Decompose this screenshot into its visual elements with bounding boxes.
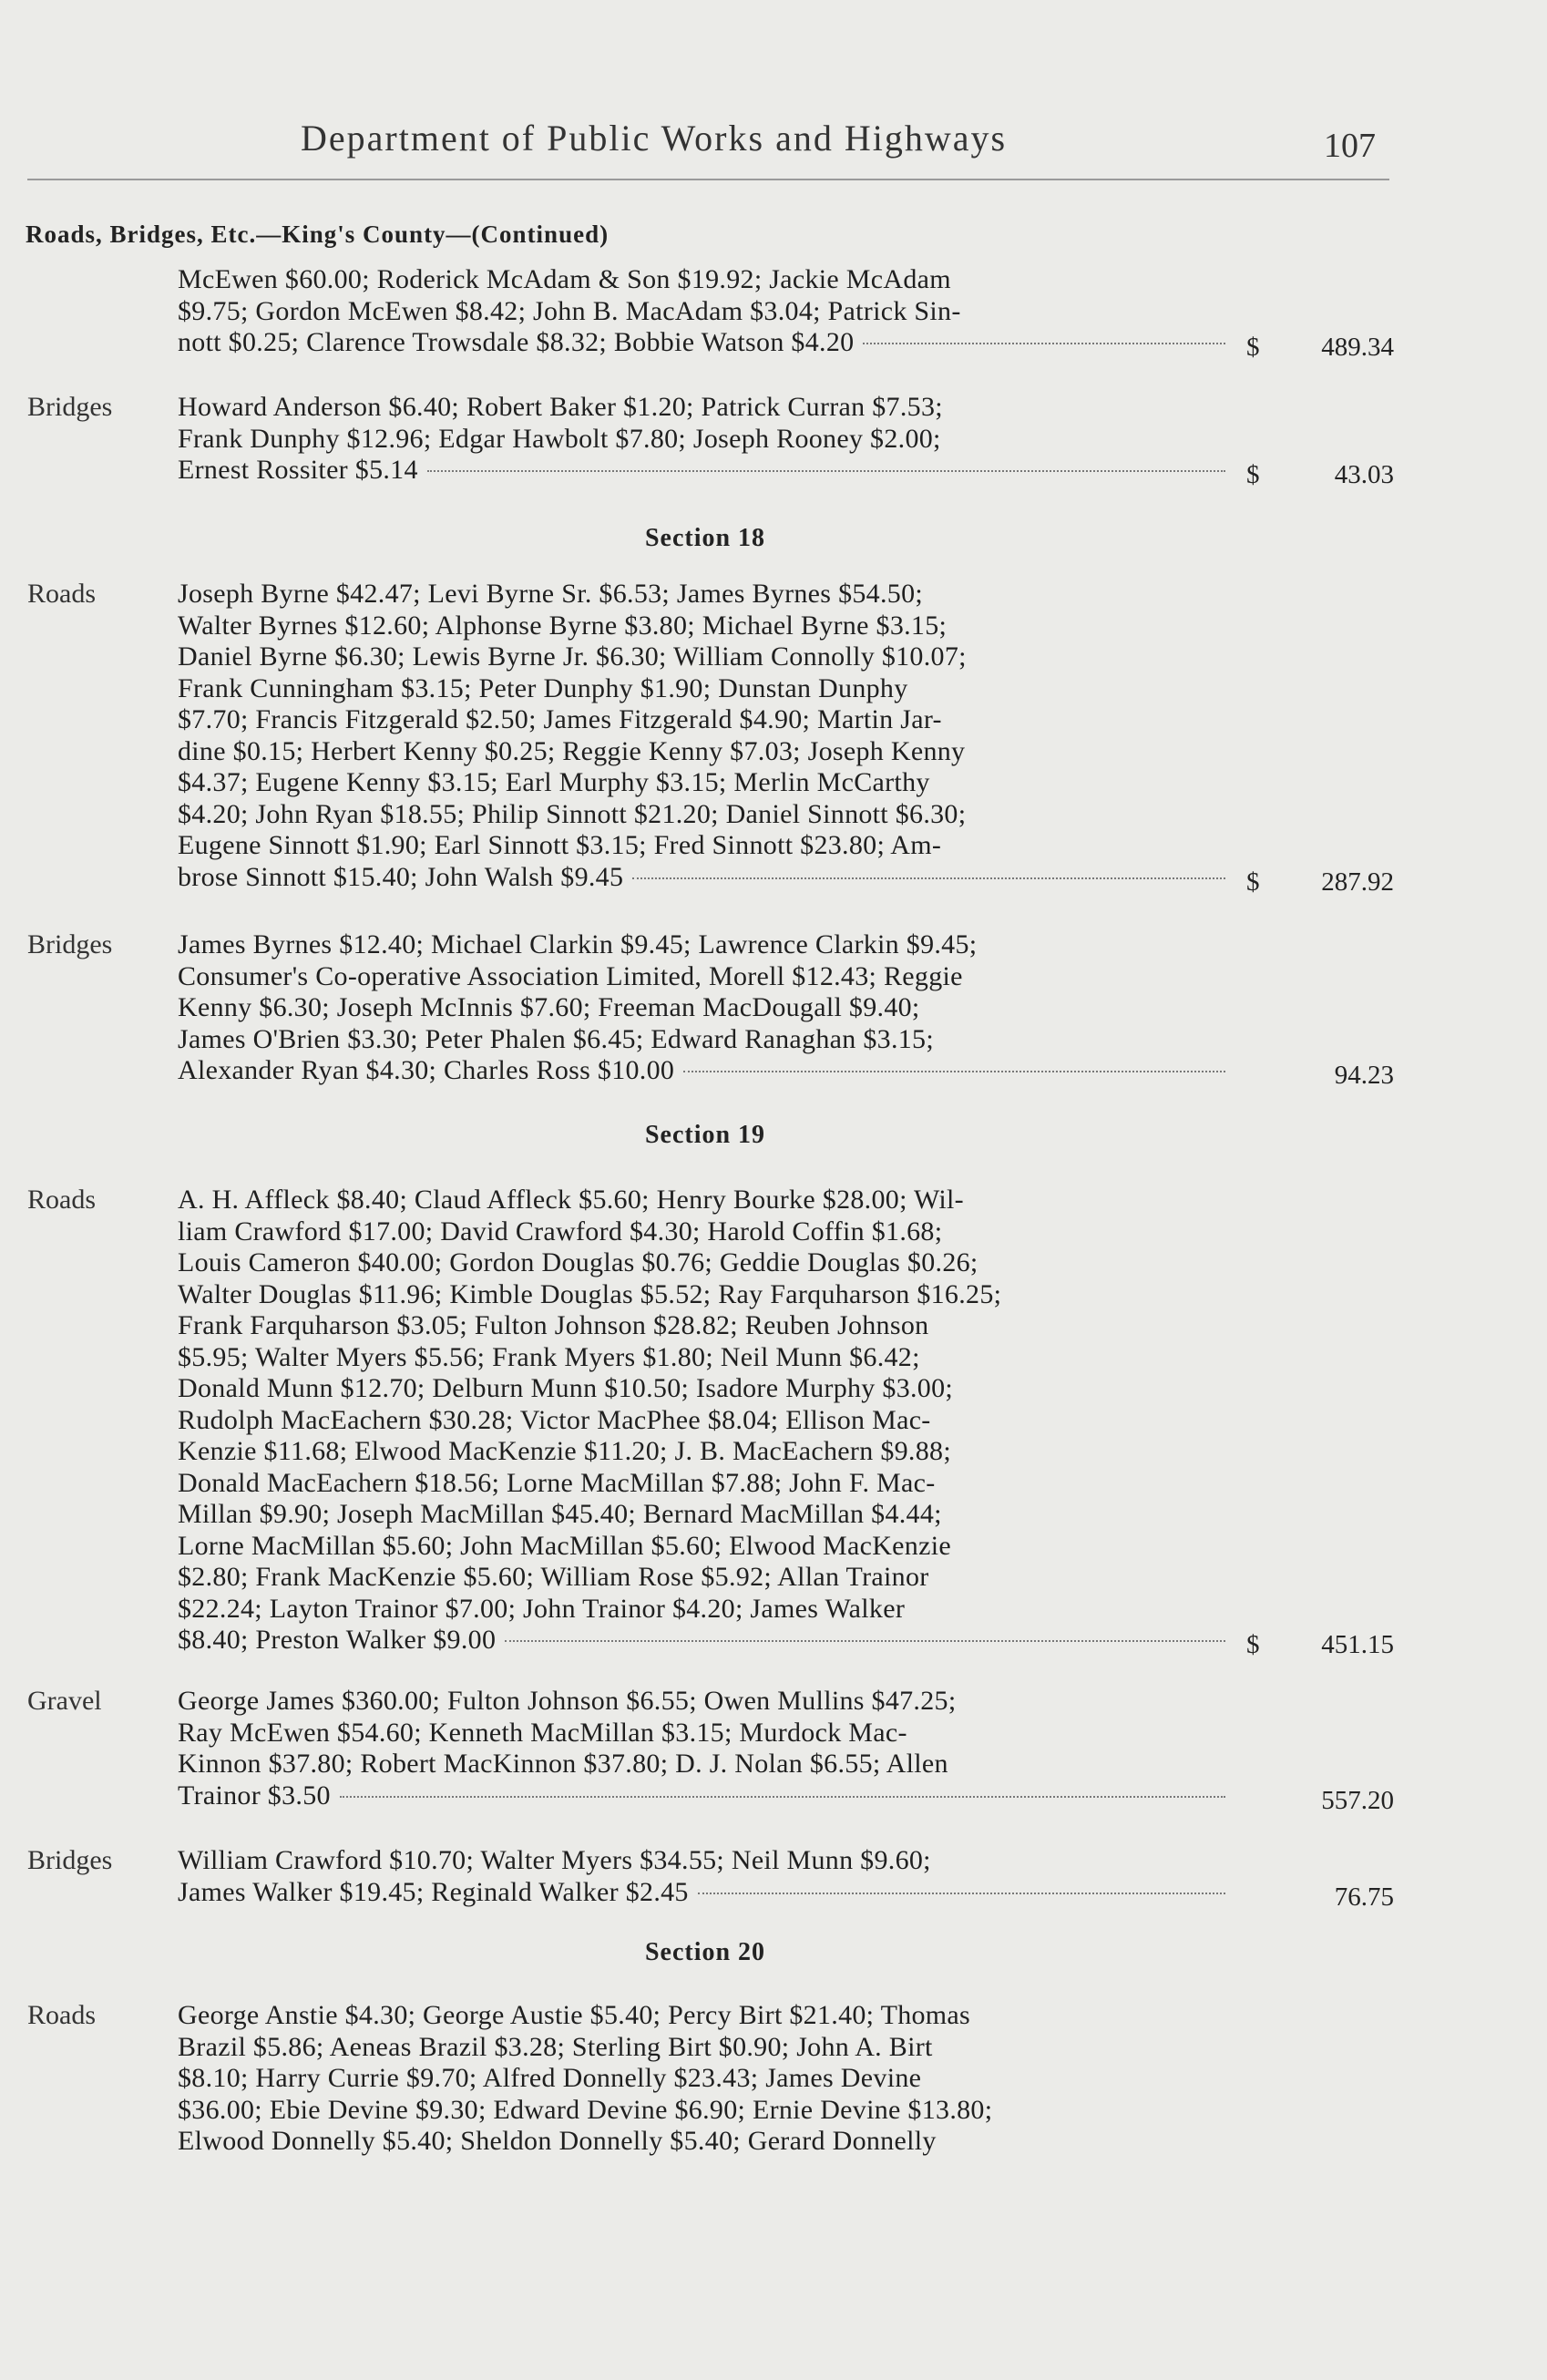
dot-leader [632,877,1225,879]
entry-line: $9.75; Gordon McEwen $8.42; John B. MacAdam $3.04; Patrick Sin- [178,295,961,326]
entry-line: Daniel Byrne $6.30; Lewis Byrne Jr. $6.30; William Connolly $10.07; [178,641,967,672]
page-header-title: Department of Public Works and Highways [301,118,1008,159]
entry-line: Donald Munn $12.70; Delburn Munn $10.50; Isadore Murphy $3.00; [178,1373,954,1403]
entry-line: James O'Brien $3.30; Peter Phalen $6.45; Edward Ranaghan $3.15; [178,1023,934,1054]
entry-line: $4.20; John Ryan $18.55; Philip Sinnott $21.20; Daniel Sinnott $6.30; [178,798,967,829]
entry-line-text: $8.40; Preston Walker $9.00 [178,1625,497,1655]
dot-leader [427,470,1225,472]
header-rule [27,179,1389,180]
entry-text [178,579,1225,893]
entry-line [178,455,1225,487]
dot-leader [683,1071,1225,1072]
entry-line [178,1625,1225,1657]
entry-line: Howard Anderson $6.40; Robert Baker $1.20; Patrick Curran $7.53; [178,392,943,422]
entry-category: Bridges [27,392,113,422]
entry-category: Roads [27,2000,96,2030]
dollar-sign: $ [1246,333,1260,362]
entry-category: Gravel [27,1686,102,1716]
entry-line: A. H. Affleck $8.40; Claud Affleck $5.60; Henry Bourke $28.00; Wil- [178,1185,964,1215]
entry-line-text: Ernest Rossiter $5.14 [178,455,418,485]
entry-line: Joseph Byrne $42.47; Levi Byrne Sr. $6.53; James Byrnes $54.50; [178,579,924,609]
section-heading: Section 18 [644,524,766,552]
entry-line: Kenzie $11.68; Elwood MacKenzie $11.20; J. B. MacEachern $9.88; [178,1436,951,1466]
entry-line [178,327,1225,359]
entry-line: Kinnon $37.80; Robert MacKinnon $37.80; D. J. Nolan $6.55; Allen [178,1749,948,1779]
entry-line: Consumer's Co-operative Association Limited, Morell $12.43; Reggie [178,960,963,991]
section-heading: Section 19 [644,1121,766,1149]
entry-line-text: brose Sinnott $15.40; John Walsh $9.45 [178,861,624,892]
dollar-sign: $ [1246,1630,1260,1659]
entry-line-text: nott $0.25; Clarence Trowsdale $8.32; Bobbie Watson $4.20 [178,327,855,357]
dot-leader [863,343,1225,344]
page-number: 107 [1324,127,1376,165]
entry-line-text: Alexander Ryan $4.30; Charles Ross $10.00 [178,1055,675,1085]
entry-line: Walter Byrnes $12.60; Alphonse Byrne $3.80; Michael Byrne $3.15; [178,610,948,641]
entry-line: $2.80; Frank MacKenzie $5.60; William Rose $5.92; Allan Trainor [178,1562,929,1592]
entry-text [178,2000,1225,2158]
entry-amount: 451.15 [1321,1630,1394,1659]
entry-amount: 557.20 [1321,1785,1394,1815]
entry-line: Elwood Donnelly $5.40; Sheldon Donnelly $5.40; Gerard Donnelly [178,2126,937,2156]
entry-amount: 489.34 [1321,333,1394,362]
entry-line: Donald MacEachern $18.56; Lorne MacMillan $7.88; John F. Mac- [178,1467,936,1498]
entry-category: Bridges [27,1845,113,1875]
entry-line: Louis Cameron $40.00; Gordon Douglas $0.76; Geddie Douglas $0.26; [178,1247,978,1277]
entry-line: George James $360.00; Fulton Johnson $6.55; Owen Mullins $47.25; [178,1686,957,1716]
entry-line: Frank Dunphy $12.96; Edgar Hawbolt $7.80; Joseph Rooney $2.00; [178,423,941,454]
entry-line: $5.95; Walter Myers $5.56; Frank Myers $1.80; Neil Munn $6.42; [178,1341,920,1372]
entry-line: James Byrnes $12.40; Michael Clarkin $9.45; Lawrence Clarkin $9.45; [178,929,978,959]
entry-text [178,1686,1225,1811]
entry-text [178,392,1225,487]
entry-amount: 43.03 [1334,460,1394,489]
entry-category: Bridges [27,929,113,959]
entry-line: Frank Farquharson $3.05; Fulton Johnson $28.82; Reuben Johnson [178,1310,929,1340]
entry-line: $4.37; Eugene Kenny $3.15; Earl Murphy $3.15; Merlin McCarthy [178,767,930,797]
entry-line: Walter Douglas $11.96; Kimble Douglas $5.52; Ray Farquharson $16.25; [178,1278,1002,1309]
entry-line: Frank Cunningham $3.15; Peter Dunphy $1.90; Dunstan Dunphy [178,672,908,703]
entry-category: Roads [27,1185,96,1215]
dot-leader [698,1893,1225,1894]
entry-line [178,1055,1225,1087]
entry-line: William Crawford $10.70; Walter Myers $34.55; Neil Munn $9.60; [178,1845,931,1875]
entry-line: Rudolph MacEachern $30.28; Victor MacPhee $8.04; Ellison Mac- [178,1404,931,1435]
entry-line: Eugene Sinnott $1.90; Earl Sinnott $3.15; Fred Sinnott $23.80; Am- [178,830,942,860]
entry-line: Ray McEwen $54.60; Kenneth MacMillan $3.15; Murdock Mac- [178,1717,907,1748]
entry-text [178,1185,1225,1657]
entry-line: $8.10; Harry Currie $9.70; Alfred Donnelly $23.43; James Devine [178,2063,922,2093]
entry-amount: 76.75 [1334,1882,1394,1912]
entry-text [178,1845,1225,1908]
entry-line: Lorne MacMillan $5.60; John MacMillan $5.60; Elwood MacKenzie [178,1530,951,1561]
entry-line: $7.70; Francis Fitzgerald $2.50; James Fitzgerald $4.90; Martin Jar- [178,704,942,734]
entry-amount: 94.23 [1334,1061,1394,1090]
entry-line [178,1780,1225,1812]
entry-line [178,862,1225,894]
entry-line-text: James Walker $19.45; Reginald Walker $2.45 [178,1876,689,1907]
entry-line: George Anstie $4.30; George Austie $5.40; Percy Birt $21.40; Thomas [178,2000,971,2030]
entry-line: liam Crawford $17.00; David Crawford $4.30; Harold Coffin $1.68; [178,1216,943,1246]
entry-line: Millan $9.90; Joseph MacMillan $45.40; Bernard MacMillan $4.44; [178,1499,942,1529]
dot-leader [505,1640,1225,1642]
entry-line: McEwen $60.00; Roderick McAdam & Son $19.92; Jackie McAdam [178,264,951,294]
dollar-sign: $ [1246,460,1260,489]
entry-line: Brazil $5.86; Aeneas Brazil $3.28; Sterling Birt $0.90; John A. Birt [178,2031,933,2062]
entry-amount: 287.92 [1321,867,1394,897]
section-heading: Section 20 [644,1938,766,1966]
running-head: Roads, Bridges, Etc.—King's County—(Continued) [26,221,610,248]
entry-line: Kenny $6.30; Joseph McInnis $7.60; Freeman MacDougall $9.40; [178,992,920,1022]
entry-text [178,264,1225,359]
entry-line-text: Trainor $3.50 [178,1780,331,1811]
dot-leader [340,1796,1225,1798]
dollar-sign: $ [1246,867,1260,897]
entry-line: dine $0.15; Herbert Kenny $0.25; Reggie Kenny $7.03; Joseph Kenny [178,735,966,766]
entry-line: $22.24; Layton Trainor $7.00; John Trainor $4.20; James Walker [178,1593,906,1624]
entry-text [178,929,1225,1087]
entry-line: $36.00; Ebie Devine $9.30; Edward Devine $6.90; Ernie Devine $13.80; [178,2094,993,2125]
entry-line [178,1877,1225,1909]
entry-category: Roads [27,579,96,609]
